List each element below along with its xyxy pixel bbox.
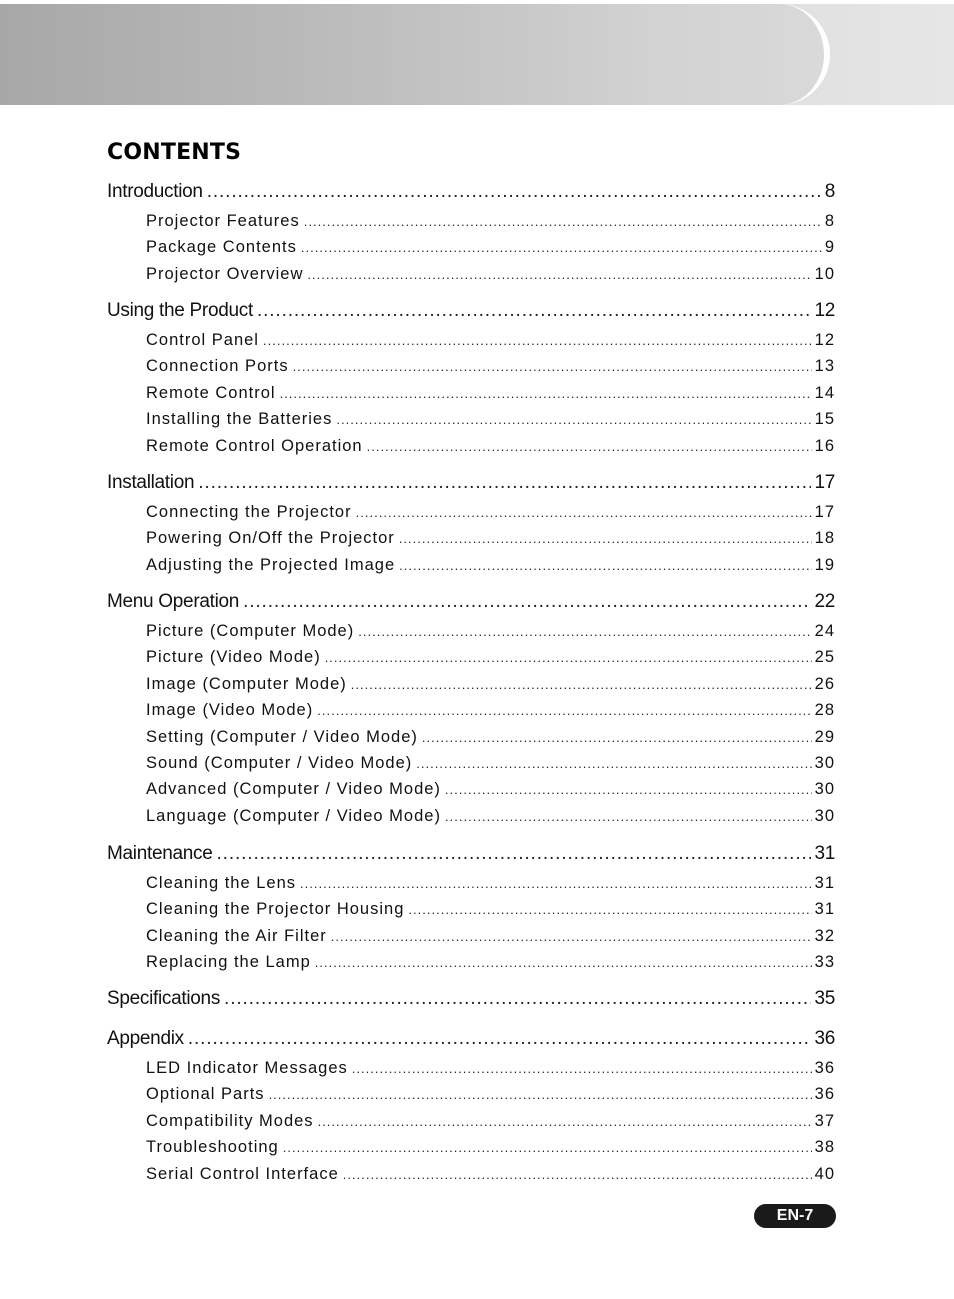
dot-leader: [224, 988, 811, 1010]
toc-item-title: Picture (Computer Mode): [146, 622, 355, 640]
toc-item-page: 19: [814, 555, 835, 574]
dot-leader: [325, 650, 812, 665]
toc-item-row[interactable]: [146, 410, 835, 429]
toc-item-row[interactable]: [146, 1112, 835, 1131]
toc-item-title: Package Contents: [146, 238, 297, 257]
toc-item-row[interactable]: [146, 437, 835, 456]
dot-leader: [416, 756, 811, 771]
toc-item-title: Remote Control Operation: [146, 436, 363, 455]
dot-leader: [351, 677, 812, 692]
toc-item-row[interactable]: [146, 1138, 835, 1157]
toc-section-page: 22: [814, 591, 835, 612]
dot-leader: [198, 472, 811, 494]
toc-item-row[interactable]: [146, 1085, 835, 1104]
toc-item-row[interactable]: [146, 503, 835, 522]
toc-section-row[interactable]: [107, 988, 835, 1010]
toc-item-page: 15: [814, 410, 835, 429]
toc-item-row[interactable]: [146, 953, 835, 972]
toc-item-title: Cleaning the Lens: [146, 874, 297, 892]
page-title: CONTENTS: [107, 140, 242, 165]
dot-leader: [356, 505, 812, 520]
dot-leader: [445, 782, 812, 797]
toc-section-row[interactable]: [107, 472, 835, 494]
dot-leader: [280, 386, 812, 401]
toc-item-page: 33: [814, 953, 835, 972]
toc-item-page: 30: [814, 754, 835, 772]
toc-item-title: Cleaning the Projector Housing: [146, 900, 405, 919]
dot-leader: [301, 240, 822, 255]
dot-leader: [300, 876, 812, 891]
toc-item-row[interactable]: [146, 780, 835, 799]
toc-item-row[interactable]: [146, 212, 835, 231]
dot-leader: [307, 267, 811, 282]
toc-section-page: 8: [824, 181, 835, 202]
dot-leader: [318, 1114, 812, 1129]
toc-item-title: Language (Computer / Video Mode): [146, 806, 441, 825]
toc-section-row[interactable]: [107, 591, 835, 613]
toc-item-title: Control Panel: [146, 331, 259, 349]
toc-item-row[interactable]: [146, 529, 835, 548]
dot-leader: [422, 730, 812, 745]
toc-item-page: 30: [814, 806, 835, 825]
toc-item-row[interactable]: [146, 701, 835, 720]
toc-item-row[interactable]: [146, 1059, 835, 1078]
toc-item-title: Serial Control Interface: [146, 1164, 339, 1183]
dot-leader: [358, 624, 811, 639]
toc-item-title: Cleaning the Air Filter: [146, 926, 327, 945]
toc-section-row[interactable]: [107, 181, 835, 203]
toc-item-row[interactable]: [146, 384, 835, 403]
toc-item-page: 26: [814, 674, 835, 693]
dot-leader: [188, 1028, 812, 1050]
toc-section-page: 31: [814, 843, 835, 864]
toc-section-page: 35: [814, 988, 835, 1009]
dot-leader: [352, 1061, 812, 1076]
toc-item-page: 25: [814, 648, 835, 667]
toc-item-title: Advanced (Computer / Video Mode): [146, 780, 441, 799]
toc-item-title: Sound (Computer / Video Mode): [146, 754, 413, 772]
toc-item-row[interactable]: [146, 648, 835, 667]
toc-item-title: Troubleshooting: [146, 1138, 279, 1157]
dot-leader: [445, 809, 812, 824]
toc-item-title: Image (Computer Mode): [146, 674, 347, 693]
toc-item-title: Picture (Video Mode): [146, 648, 321, 667]
dot-leader: [343, 1167, 812, 1182]
toc-item-page: 8: [824, 212, 835, 230]
dot-leader: [217, 843, 812, 865]
toc-item-page: 18: [814, 529, 835, 548]
toc-item-row[interactable]: [146, 927, 835, 946]
toc-section-title: Maintenance: [107, 843, 213, 864]
toc-item-title: Connection Ports: [146, 357, 289, 376]
toc-item-row[interactable]: [146, 900, 835, 919]
toc-section-page: 12: [814, 300, 835, 321]
toc-item-row[interactable]: [146, 556, 835, 575]
toc-item-page: 36: [814, 1059, 835, 1077]
toc-item-page: 17: [814, 503, 835, 521]
toc-section-title: Specifications: [107, 988, 221, 1009]
toc-item-page: 24: [814, 622, 835, 640]
toc-item-page: 10: [814, 264, 835, 283]
toc-section-page: 36: [814, 1028, 835, 1049]
toc-item-row[interactable]: [146, 622, 835, 641]
dot-leader: [399, 558, 812, 573]
toc-section-row[interactable]: [107, 1028, 835, 1050]
toc-item-page: 13: [814, 357, 835, 376]
toc-section-title: Menu Operation: [107, 591, 240, 612]
toc-item-page: 40: [814, 1164, 835, 1183]
dot-leader: [283, 1140, 812, 1155]
toc-item-page: 36: [814, 1085, 835, 1104]
toc-item-row[interactable]: [146, 874, 835, 893]
dot-leader: [293, 359, 812, 374]
dot-leader: [317, 703, 811, 718]
header-band: [0, 4, 954, 105]
toc-item-page: 30: [814, 780, 835, 799]
toc-item-row[interactable]: [146, 357, 835, 376]
toc-item-page: 38: [814, 1138, 835, 1157]
toc-item-title: Replacing the Lamp: [146, 953, 311, 972]
toc-item-page: 31: [814, 900, 835, 919]
toc-section-row[interactable]: [107, 843, 835, 865]
toc-item-page: 14: [814, 383, 835, 402]
dot-leader: [243, 591, 811, 613]
dot-leader: [367, 439, 812, 454]
dot-leader: [263, 333, 812, 348]
toc-item-title: LED Indicator Messages: [146, 1059, 348, 1077]
dot-leader: [399, 531, 812, 546]
toc-item-row[interactable]: [146, 754, 835, 773]
dot-leader: [269, 1087, 812, 1102]
toc-item-title: Remote Control: [146, 383, 276, 402]
dot-leader: [315, 955, 812, 970]
toc-item-row[interactable]: [146, 238, 835, 257]
toc-item-row[interactable]: [146, 675, 835, 694]
toc-item-page: 37: [814, 1111, 835, 1130]
toc-item-title: Image (Video Mode): [146, 701, 314, 720]
toc-item-title: Installing the Batteries: [146, 410, 333, 429]
header-tab-decoration: [0, 4, 830, 105]
toc-item-page: 29: [814, 727, 835, 746]
toc-section-title: Introduction: [107, 181, 203, 202]
dot-leader: [336, 412, 811, 427]
toc-item-page: 28: [814, 701, 835, 720]
toc-item-page: 9: [824, 238, 835, 257]
toc-section-title: Installation: [107, 472, 195, 493]
toc-section-title: Appendix: [107, 1028, 184, 1049]
toc-item-title: Compatibility Modes: [146, 1111, 314, 1130]
toc-item-page: 12: [814, 331, 835, 349]
toc-item-page: 32: [814, 926, 835, 945]
toc-section-page: 17: [814, 472, 835, 493]
toc-item-title: Optional Parts: [146, 1085, 265, 1104]
toc-section-title: Using the Product: [107, 300, 253, 321]
toc-item-row[interactable]: [146, 265, 835, 284]
dot-leader: [331, 929, 812, 944]
page-number-badge: EN-7: [754, 1204, 836, 1228]
toc-item-page: 31: [814, 874, 835, 892]
toc-item-row[interactable]: [146, 331, 835, 350]
toc-item-title: Adjusting the Projected Image: [146, 555, 396, 574]
toc-item-page: 16: [814, 436, 835, 455]
dot-leader: [257, 300, 812, 322]
toc-item-row[interactable]: [146, 728, 835, 747]
dot-leader: [304, 214, 822, 229]
toc-section-row[interactable]: [107, 300, 835, 322]
toc-item-title: Projector Overview: [146, 264, 304, 283]
dot-leader: [207, 181, 822, 203]
dot-leader: [408, 902, 811, 917]
toc-item-row[interactable]: [146, 1165, 835, 1184]
toc-item-row[interactable]: [146, 807, 835, 826]
toc-item-title: Powering On/Off the Projector: [146, 529, 395, 548]
toc-item-title: Connecting the Projector: [146, 503, 352, 521]
toc-item-title: Setting (Computer / Video Mode): [146, 727, 418, 746]
toc-item-title: Projector Features: [146, 212, 300, 230]
